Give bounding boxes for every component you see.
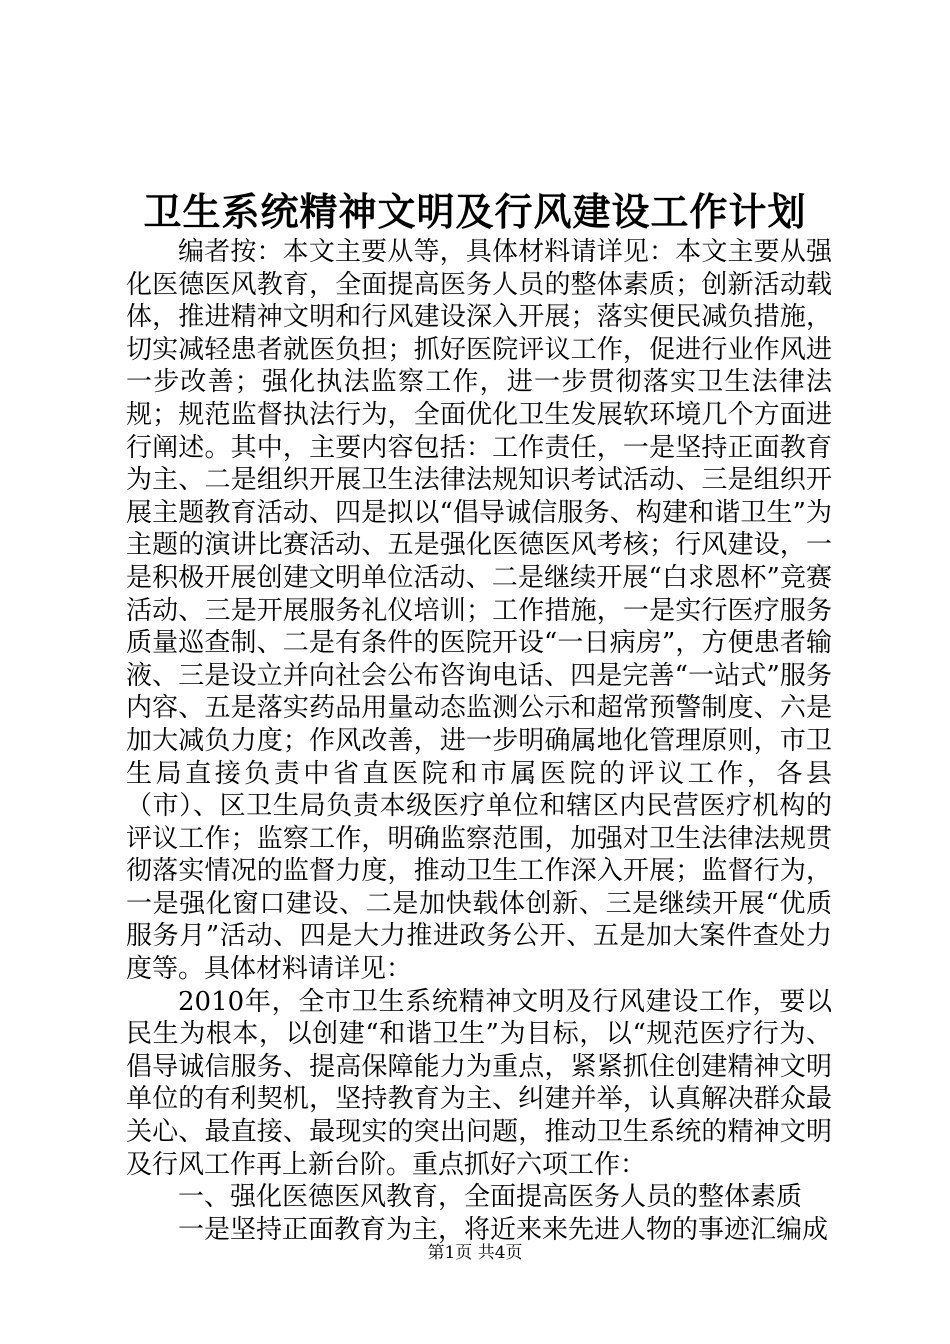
body-paragraph: 一是坚持正面教育为主，将近来来先进人物的事迹汇编成 bbox=[178, 1214, 829, 1245]
editor-note-paragraph: 编者按：本文主要从等，具体材料请详见：本文主要从强化医德医风教育，全面提高医务人员的整体素质；创新活动载体，推进精神文明和行风建设深入开展；落实便民减负措施，切实减轻患者就医负担；抓好医院评议工作，促进行业作风进一步改善；强化执法监察工作，进一步贯彻落实卫生法律法规；规范监督执法行为，全面优化卫生发展软环境几个方面进行阐述。其中，主要内容包括：工作责任，一是坚持正面教育为主、二是组织开展卫生法律法规知识考试活动、三是组织开展主题教育活动、四是拟以“倡导诚信服务、构建和谐卫生”为主题的演讲比赛活动、五是强化医德医风考核；行风建设，一是积极开展创建文明单位活动、二是继续开展“白求恩杯”竞赛活动、三是开展服务礼仪培训；工作措施，一是实行医疗服务质量巡查制、二是有条件的医院开设“一日病房”，方便患者输液、三是设立并向社会公布咨询电话、四是完善“一站式”服务内容、五是落实药品用量动态监测公示和超常预警制度、六是加大减负力度；作风改善，进一步明确属地化管理原则，市卫生局直接负责中省直医院和市属医院的评议工作，各县（市）、区卫生局负责本级医疗单位和辖区内民营医疗机构的评议工作；监察工作，明确监察范围，加强对卫生法律法规贯彻落实情况的监督力度，推动卫生工作深入开展；监督行为，一是强化窗口建设、二是加快载体创新、三是继续开展“优质服务月”活动、四是大力推进政务公开、五是加大案件查处力度等。具体材料请详见： bbox=[126, 237, 832, 985]
page-footer: 第1页 共4页 bbox=[427, 1243, 523, 1263]
document-body bbox=[126, 236, 832, 1246]
intro-paragraph: 2010年，全市卫生系统精神文明及行风建设工作，要以民生为根本，以创建“和谐卫生”为目标，以“规范医疗行为、倡导诚信服务、提高保障能力为重点，紧紧抓住创建精神文明单位的有利契机，坚持教育为主、纠建并举，认真解决群众最关心、最直接、最现实的突出问题，推动卫生系统的精神文明及行风工作再上新台阶。重点抓好六项工作： bbox=[126, 986, 832, 1180]
document-title: 卫生系统精神文明及行风建设工作计划 bbox=[143, 189, 807, 234]
section-heading: 一、强化医德医风教育，全面提高医务人员的整体素质 bbox=[178, 1182, 803, 1213]
